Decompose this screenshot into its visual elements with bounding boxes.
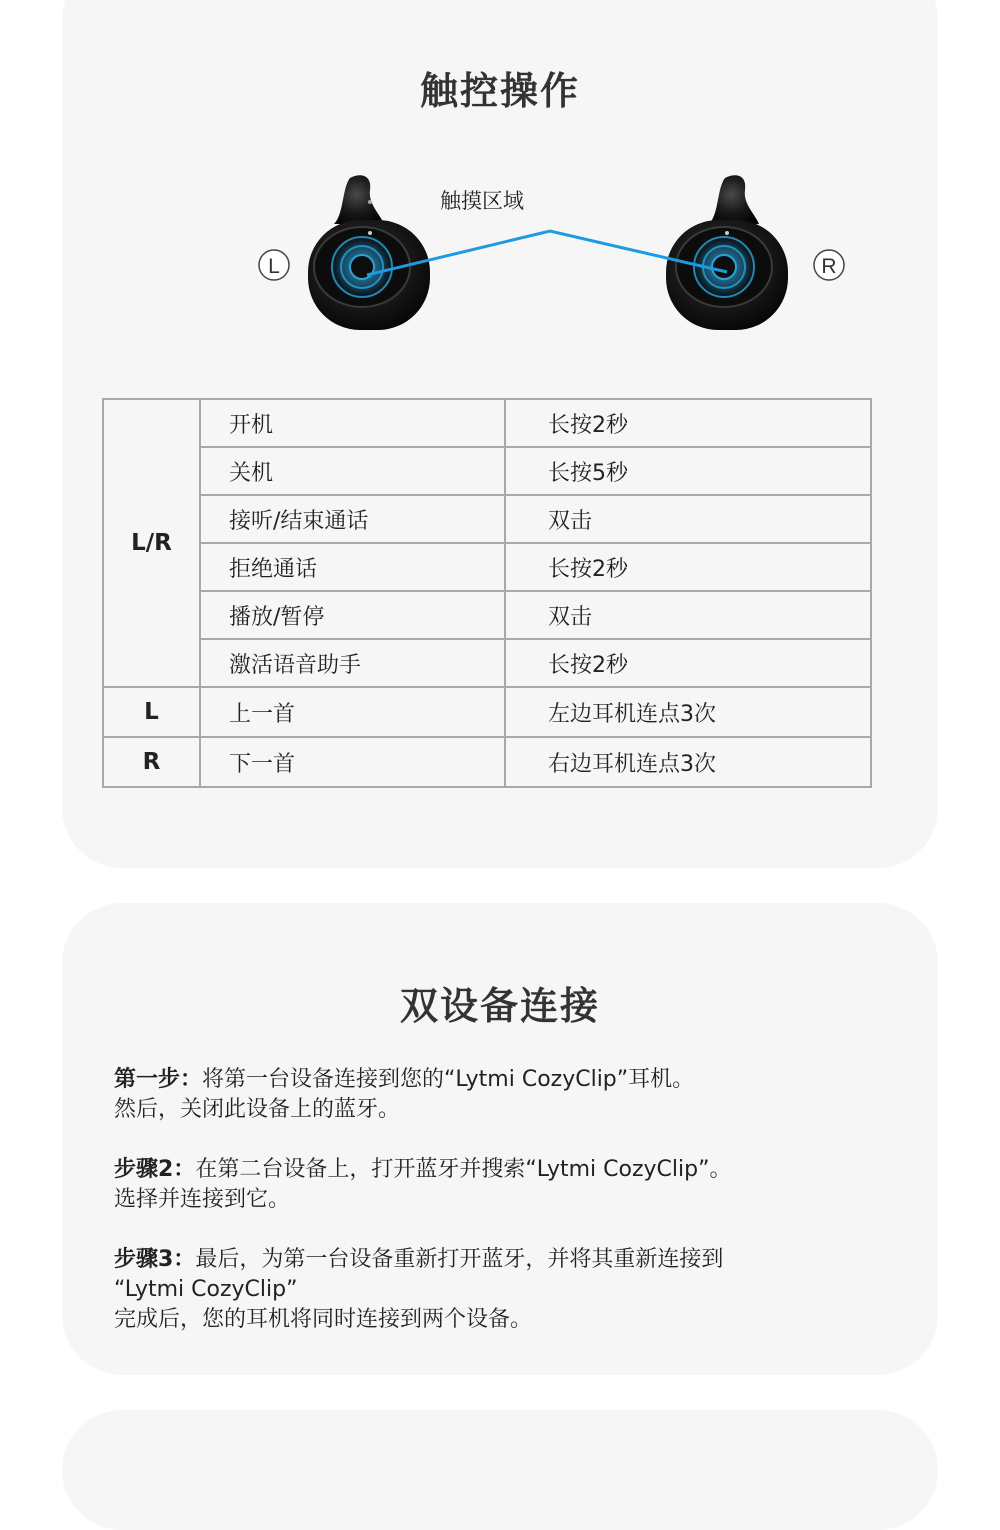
table-row	[103, 543, 871, 591]
table-row	[103, 639, 871, 687]
step-label: 步骤3：	[114, 1247, 196, 1272]
side-cell: L/R	[103, 399, 200, 687]
table-row	[103, 591, 871, 639]
step-text: “Lytmi CozyClip”	[114, 1277, 298, 1302]
right-earbud	[666, 175, 788, 330]
step-3	[114, 1245, 894, 1335]
step-label: 步骤2：	[114, 1157, 196, 1182]
step-1	[114, 1065, 894, 1125]
action-cell: 播放/暂停	[200, 591, 505, 639]
touch-controls-card	[62, 0, 938, 868]
step-text: 最后，为第一台设备重新打开蓝牙，并将其重新连接到	[195, 1247, 724, 1272]
table-row	[103, 495, 871, 543]
earbuds-illustration	[222, 170, 882, 330]
action-cell: 关机	[200, 447, 505, 495]
method-cell: 左边耳机连点3次	[505, 687, 871, 737]
right-marker	[814, 250, 844, 280]
step-text: 选择并连接到它。	[114, 1187, 291, 1212]
next-section-card	[62, 1410, 938, 1530]
table-row	[103, 687, 871, 737]
method-cell: 双击	[505, 495, 871, 543]
left-marker	[259, 250, 289, 280]
action-cell: 激活语音助手	[200, 639, 505, 687]
table-row	[103, 447, 871, 495]
table-row	[103, 399, 871, 447]
step-text: 将第一台设备连接到您的“Lytmi CozyClip”耳机。	[202, 1067, 695, 1092]
method-cell: 长按2秒	[505, 399, 871, 447]
action-cell: 上一首	[200, 687, 505, 737]
step-label: 第一步：	[114, 1067, 203, 1092]
method-cell: 长按2秒	[505, 639, 871, 687]
step-2	[114, 1155, 894, 1215]
left-earbud	[308, 175, 430, 330]
method-cell: 长按2秒	[505, 543, 871, 591]
touch-controls-title: 触控操作	[419, 69, 580, 113]
method-cell: 长按5秒	[505, 447, 871, 495]
dual-connection-card	[62, 903, 938, 1375]
action-cell: 接听/结束通话	[200, 495, 505, 543]
dual-connection-title: 双设备连接	[399, 984, 600, 1028]
method-cell: 双击	[505, 591, 871, 639]
svg-text:R: R	[821, 255, 837, 278]
table-row	[103, 737, 871, 787]
action-cell: 拒绝通话	[200, 543, 505, 591]
steps-list	[114, 1065, 894, 1365]
action-cell: 开机	[200, 399, 505, 447]
gesture-table	[102, 398, 872, 788]
touch-area-label: 触摸区域	[440, 189, 524, 213]
method-cell: 右边耳机连点3次	[505, 737, 871, 787]
step-text: 在第二台设备上，打开蓝牙并搜索“Lytmi CozyClip”。	[195, 1157, 732, 1182]
side-cell: R	[103, 737, 200, 787]
step-text: 然后，关闭此设备上的蓝牙。	[114, 1097, 401, 1122]
svg-text:L: L	[268, 255, 280, 278]
action-cell: 下一首	[200, 737, 505, 787]
step-text: 完成后，您的耳机将同时连接到两个设备。	[114, 1307, 533, 1332]
side-cell: L	[103, 687, 200, 737]
